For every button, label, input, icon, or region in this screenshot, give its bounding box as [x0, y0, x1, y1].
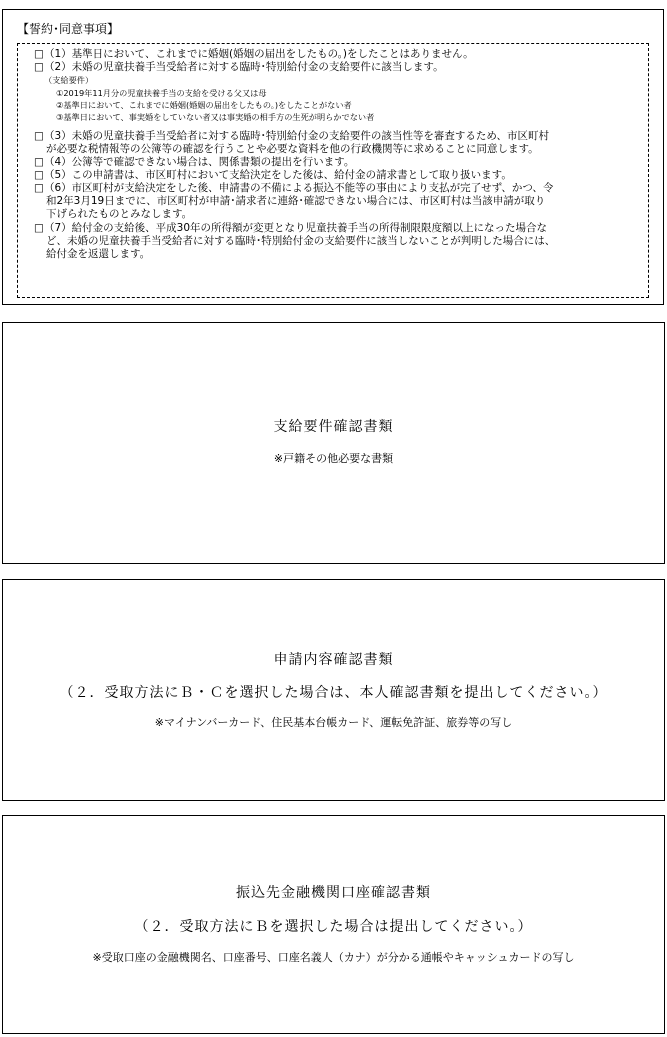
- pledge-item-6-continued: 和2年3月19日までに、市区町村が申請･請求者に連絡･確認できない場合には、市区町村は当該申請が取り: [46, 195, 546, 207]
- bank-account-documents-subtitle: （２．受取方法にＢを選択した場合は提出してください。）: [134, 919, 533, 935]
- pledge-items-box: [17, 43, 649, 298]
- pledge-item-text: （2）未婚の児童扶養手当受給者に対する臨時･特別給付金の支給要件に該当します。: [44, 61, 444, 73]
- bank-account-documents-section[interactable]: [2, 815, 665, 1034]
- bank-account-documents-title: 振込先金融機関口座確認書類: [236, 885, 431, 901]
- checkbox[interactable]: □: [34, 156, 44, 168]
- application-documents-subtitle: （２．受取方法にＢ・Ｃを選択した場合は、本人確認書類を提出してください。）: [59, 685, 608, 701]
- pledge-item-3[interactable]: [34, 130, 549, 143]
- eligibility-documents-section[interactable]: [2, 322, 665, 564]
- checkbox[interactable]: □: [34, 182, 44, 194]
- checkbox[interactable]: □: [34, 48, 44, 60]
- pledge-item-6[interactable]: [34, 182, 553, 195]
- pledge-item-6-continued: 下げられたものとみなします。: [46, 208, 193, 220]
- requirement-3: ③基準日において、事実婚をしていない者又は事実婚の相手方の生死が明らかでない者: [56, 112, 375, 122]
- eligibility-documents-title: 支給要件確認書類: [273, 419, 394, 435]
- pledge-item-text: （6）市区町村が支給決定をした後、申請書の不備による振込不能等の事由により支払が完了せず、かつ、令: [44, 182, 554, 194]
- pledge-item-7-continued: 給付金を返還します。: [46, 248, 151, 260]
- checkbox[interactable]: □: [34, 130, 44, 142]
- requirements-heading: （支給要件）: [44, 75, 94, 85]
- pledge-item-4[interactable]: [34, 156, 354, 169]
- application-documents-section[interactable]: [2, 579, 665, 801]
- application-documents-note: ※マイナンバーカード、住民基本台帳カード、運転免許証、旅券等の写し: [154, 716, 513, 729]
- pledge-item-text: （1）基準日において、これまでに婚姻(婚姻の届出をしたもの。)をしたことはありません。: [44, 48, 474, 60]
- pledge-item-5[interactable]: [34, 169, 512, 182]
- requirement-1: ①2019年11月分の児童扶養手当の支給を受ける父又は母: [56, 88, 267, 98]
- pledge-item-text: （3）未婚の児童扶養手当受給者に対する臨時･特別給付金の支給要件の該当性等を審査するため、市区町村: [44, 130, 550, 142]
- pledge-item-text: （5）この申請書は、市区町村において支給決定をした後は、給付金の請求書として取り扱います。: [44, 169, 512, 181]
- checkbox[interactable]: □: [34, 169, 44, 181]
- pledge-item-3-continued: が必要な税情報等の公簿等の確認を行うことや必要な資料を他の行政機関等に求めることに同意します。: [46, 143, 539, 155]
- pledge-item-text: （4）公簿等で確認できない場合は、関係書類の提出を行います。: [44, 156, 355, 168]
- pledge-item-1[interactable]: [34, 48, 474, 61]
- pledge-section: [2, 9, 664, 305]
- pledge-item-7-continued: ど、未婚の児童扶養手当受給者に対する臨時･特別給付金の支給要件に該当しないことが判明した場合には、: [46, 235, 556, 247]
- checkbox[interactable]: □: [34, 61, 44, 73]
- pledge-item-2[interactable]: [34, 61, 444, 74]
- eligibility-documents-note: ※戸籍その他必要な書類: [273, 452, 394, 465]
- checkbox[interactable]: □: [34, 222, 44, 234]
- pledge-item-7[interactable]: [34, 222, 547, 235]
- application-documents-title: 申請内容確認書類: [273, 652, 394, 668]
- requirement-2: ②基準日において、これまでに婚姻(婚姻の届出をしたもの。)をしたことがない者: [56, 100, 352, 110]
- bank-account-documents-note: ※受取口座の金融機関名、口座番号、口座名義人（カナ）が分かる通帳やキャッシュカードの写し: [92, 951, 575, 964]
- pledge-item-text: （7）給付金の支給後、平成30年の所得額が変更となり児童扶養手当の所得制限限度額以上になった場合な: [44, 222, 548, 234]
- pledge-title: 【誓約･同意事項】: [17, 22, 120, 36]
